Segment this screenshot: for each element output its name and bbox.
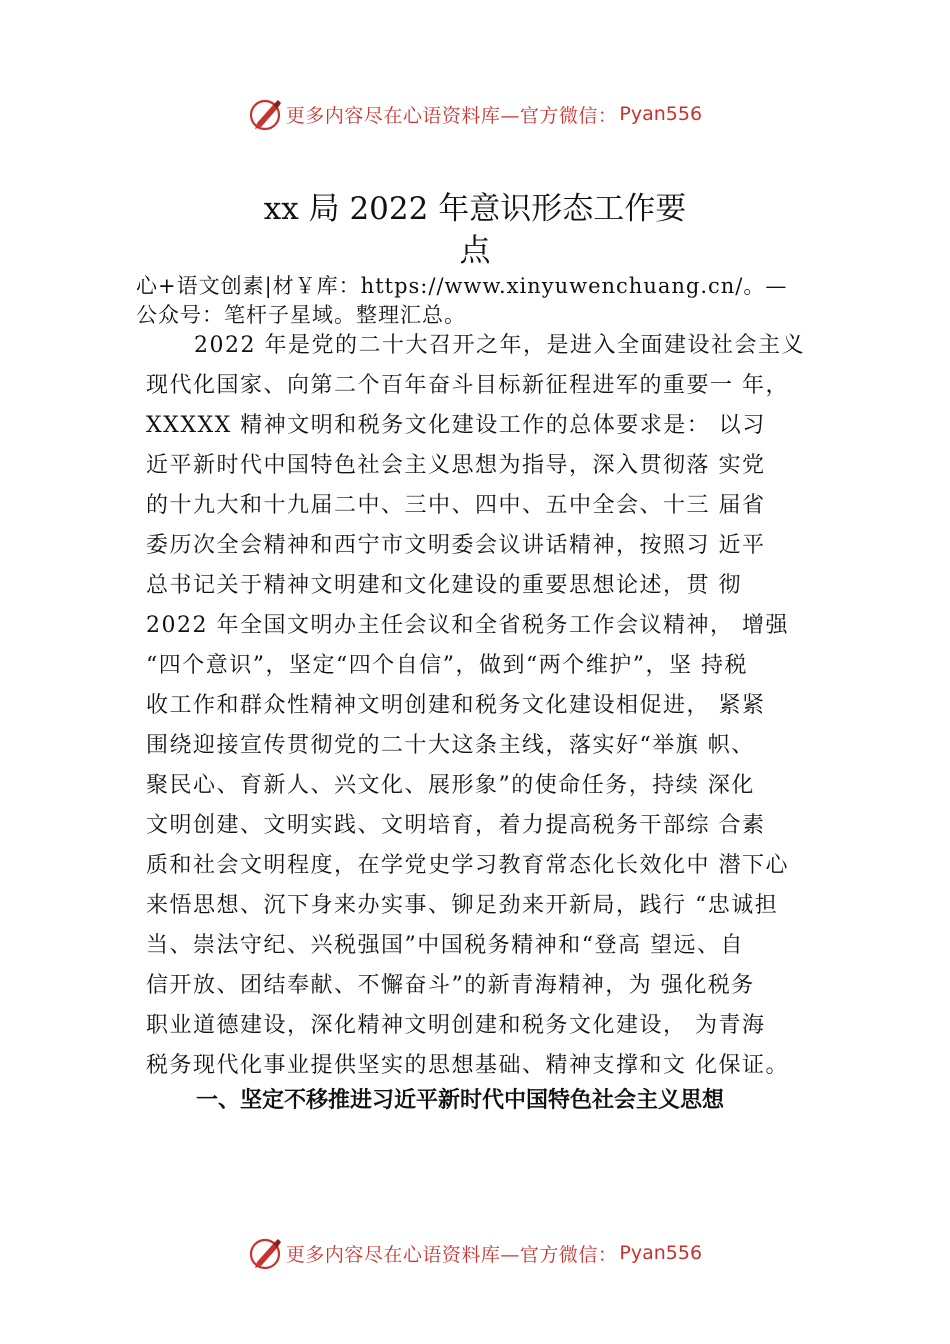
- paragraph-line: 职业道德建设，深化精神文明创建和税务文化建设， 为青海: [146, 1013, 766, 1038]
- document-title-line: xx 局 2022 年意识形态工作要: [263, 191, 687, 227]
- banner-contact-id: Pyan556: [619, 103, 703, 125]
- paragraph-line: 现代化国家、向第二个百年奋斗目标新征程进军的重要一 年，: [146, 373, 789, 398]
- header-banner: [0, 94, 950, 134]
- document-title: [0, 188, 950, 272]
- paragraph-line: 收工作和群众性精神文明创建和税务文化建设相促进， 紧紧: [146, 693, 766, 718]
- paragraph-line: 文明创建、文明实践、文明培育，着力提高税务干部综 合素: [146, 813, 766, 838]
- paragraph-line: XXXXX 精神文明和税务文化建设工作的总体要求是： 以习: [146, 413, 766, 438]
- paragraph-line: 聚民心、育新人、兴文化、展形象”的使命任务，持续 深化: [146, 773, 755, 798]
- pen-logo-icon: [248, 96, 284, 132]
- paragraph-line: 的十九大和十九届二中、三中、四中、五中全会、十三 届省: [146, 493, 766, 518]
- paragraph-line: 委历次全会精神和西宁市文明委会议讲话精神，按照习 近平: [146, 533, 766, 558]
- paragraph-line: 当、崇法守纪、兴税强国”中国税务精神和“登高 望远、自: [146, 933, 744, 958]
- pen-logo-icon: [248, 1235, 284, 1271]
- paragraph-line: 信开放、团结奉献、不懈奋斗”的新青海精神，为 强化税务: [146, 973, 755, 998]
- paragraph-line: 2022 年全国文明办主任会议和全省税务工作会议精神， 增强: [146, 613, 789, 638]
- source-note-line: 心+语文创素|材￥库：https://www.xinyuwenchuang.cn/。—: [136, 274, 788, 298]
- source-note-line: 公众号：笔杆子星域。整理汇总。: [136, 303, 466, 327]
- paragraph-line: 2022 年是党的二十大召开之年，是进入全面建设社会主义: [194, 333, 805, 358]
- document-title-line: 点: [459, 233, 491, 269]
- banner-slogan: 更多内容尽在心语资料库—官方微信：: [285, 104, 618, 127]
- banner-slogan: 更多内容尽在心语资料库—官方微信：: [285, 1243, 618, 1266]
- intro-paragraph: [146, 326, 846, 1086]
- paragraph-line: 税务现代化事业提供坚实的思想基础、精神支撑和文 化保证。: [146, 1053, 789, 1078]
- paragraph-line: 总书记关于精神文明建和文化建设的重要思想论述，贯 彻: [146, 573, 742, 598]
- section-heading: 一、坚定不移推进习近平新时代中国特色社会主义思想: [196, 1088, 725, 1113]
- paragraph-line: 围绕迎接宣传贯彻党的二十大这条主线，落实好“举旗 帜、: [146, 733, 755, 758]
- paragraph-line: 质和社会文明程度，在学党史学习教育常态化长效化中 潜下心: [146, 853, 789, 878]
- paragraph-line: 来悟思想、沉下身来办实事、铆足劲来开新局，践行 “忠诚担: [146, 893, 779, 918]
- paragraph-line: 近平新时代中国特色社会主义思想为指导，深入贯彻落 实党: [146, 453, 766, 478]
- paragraph-line: “四个意识”，坚定“四个自信”，做到“两个维护”，坚 持税: [146, 653, 748, 678]
- banner-contact-id: Pyan556: [619, 1242, 703, 1264]
- footer-banner: [0, 1233, 950, 1273]
- source-note: [136, 272, 836, 330]
